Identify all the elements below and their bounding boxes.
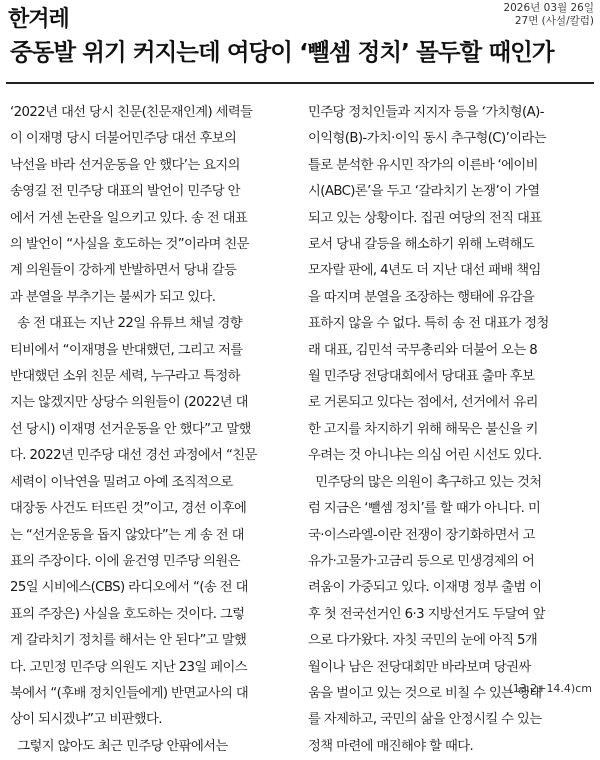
article-line: 25일 시비에스(CBS) 라디오에서 “(송 전 대 <box>10 580 248 596</box>
article-line: 다. 고민정 민주당 의원도 지난 23일 페이스 <box>10 659 248 675</box>
article-line: 정책 마련에 매진해야 할 때다. <box>308 738 474 754</box>
article-line: 상이 되시겠냐”고 비판했다. <box>10 712 162 728</box>
article-line: 월이나 남은 전당대회만 바라보며 당권싸 <box>308 659 531 675</box>
article-line: 게 갈라치기 정치를 해서는 안 된다”고 말했 <box>10 633 247 649</box>
article-line: 는 “선거운동을 돕지 않았다”는 게 송 전 대 <box>10 527 244 543</box>
article-line: 민주당 정치인들과 지지자 등을 ‘가치형(A)- <box>308 105 544 120</box>
article-line: 래 대표, 김민석 국무총리와 더불어 오는 8 <box>308 342 538 358</box>
article-line: 표의 주장은) 사실을 호도하는 것이다. 그렇 <box>10 606 245 622</box>
article-line: 월 민주당 전당대회에서 당대표 출마 후보 <box>308 369 535 385</box>
article-line: 송영길 전 민주당 대표의 발언이 민주당 안 <box>10 184 240 200</box>
article-line: 모자랄 판에, 4년도 더 지난 대선 패배 책임 <box>308 263 541 279</box>
newspaper-logo: 한겨레 <box>8 7 69 32</box>
article-line: 우려는 것 아니냐는 의심 어린 시선도 있다. <box>308 448 542 464</box>
article-line: 한 고지를 차지하기 위해 해묵은 불신을 키 <box>308 421 538 437</box>
article-line: 계 의원들이 강하게 반발하면서 당내 갈등 <box>10 263 237 279</box>
article-line: 티비에서 “이재명을 반대했던, 그리고 저를 <box>10 342 243 358</box>
article-line: 으로 다가왔다. 자칫 국민의 눈에 아직 5개 <box>308 633 538 649</box>
article-line: 려움이 가중되고 있다. 이재명 정부 출범 이 <box>308 580 542 596</box>
article-line: 대장동 사건도 터뜨린 것”이고, 경선 이후에 <box>10 501 247 517</box>
article-line: 되고 있는 상황이다. 집권 여당의 전직 대표 <box>308 210 542 226</box>
article-line: 틀로 분석한 유시민 작가의 이른바 ‘에이비 <box>308 157 538 173</box>
article-line: 민주당의 많은 의원이 촉구하고 있는 것처 <box>308 474 542 490</box>
article-line: 북에서 “(후배 정치인들에게) 반면교사의 대 <box>10 685 249 701</box>
article-line: 이 이재명 당시 더불어민주당 대선 후보의 <box>10 131 237 147</box>
article-line: 송 전 대표는 지난 22일 유튜브 채널 경향 <box>10 316 243 332</box>
article-line: 선 당시) 이재명 선거운동을 안 했다”고 말했 <box>10 421 251 437</box>
article-line: 럼 지금은 ‘뺄셈 정치’를 할 때가 아니다. 미 <box>308 501 541 517</box>
article-line: 세력이 이낙연을 밀려고 아예 조직적으로 <box>10 474 233 490</box>
issue-date: 2026년 03월 26일 <box>503 2 594 14</box>
headline-divider <box>6 82 594 84</box>
article-line: 로서 당내 갈등을 해소하기 위해 노력해도 <box>308 237 535 253</box>
article-line: 에서 거센 논란을 일으키고 있다. 송 전 대표 <box>10 210 248 226</box>
article-line: 국·이스라엘-이란 전쟁이 장기화하면서 고 <box>308 527 535 543</box>
article-line: 유가·고물가·고금리 등으로 민생경제의 어 <box>308 553 535 569</box>
article-line: 을 따지며 분열을 조장하는 행태에 유감을 <box>308 289 535 305</box>
page-section: 27면 (사설/칼럼) <box>514 15 594 27</box>
article-line: 표의 주장이다. 이에 윤건영 민주당 의원은 <box>10 553 240 569</box>
article-size-note: (13.2+14.4)cm <box>508 682 592 695</box>
article-line: 로 거론되고 있다는 점에서, 선거에서 유리 <box>308 395 538 411</box>
article-line: 후 첫 전국선거인 6·3 지방선거도 두달여 앞 <box>308 606 546 622</box>
article-headline: 중동발 위기 커지는데 여당이 ‘뺄셈 정치’ 몰두할 때인가 <box>10 38 554 66</box>
article-line: 반대했던 소위 친문 세력, 누구라고 특정하 <box>10 369 240 385</box>
article-line: 그렇지 않아도 최근 민주당 안팎에서는 <box>10 738 228 754</box>
article-line: 지는 않겠지만 상당수 의원들이 (2022년 대 <box>10 395 248 411</box>
article-line: 를 자제하고, 국민의 삶을 안정시킬 수 있는 <box>308 712 542 728</box>
issue-meta <box>503 2 594 28</box>
article-line: ‘2022년 대선 당시 친문(친문재인계) 세력들 <box>10 105 253 120</box>
article-line: 움을 벌이고 있는 것으로 비칠 수 있는 행태 <box>308 685 542 701</box>
masthead <box>6 2 594 30</box>
article-column-right <box>308 100 590 760</box>
article-line: 다. 2022년 민주당 대선 경선 과정에서 “친문 <box>10 448 257 464</box>
article-line: 의 발언이 “사실을 호도하는 것”이라며 친문 <box>10 237 249 253</box>
article-line: 낙선을 바라 선거운동을 안 했다’는 요지의 <box>10 157 240 173</box>
article-line: 과 분열을 부추기는 불씨가 되고 있다. <box>10 289 216 305</box>
article-column-left <box>10 100 292 760</box>
article-line: 시(ABC)론’을 두고 ‘갈라치기 논쟁’이 가열 <box>308 184 540 200</box>
article-line: 이익형(B)-가치·이익 동시 추구형(C)’이라는 <box>308 131 546 147</box>
article-line: 표하지 않을 수 없다. 특히 송 전 대표가 정청 <box>308 316 549 332</box>
